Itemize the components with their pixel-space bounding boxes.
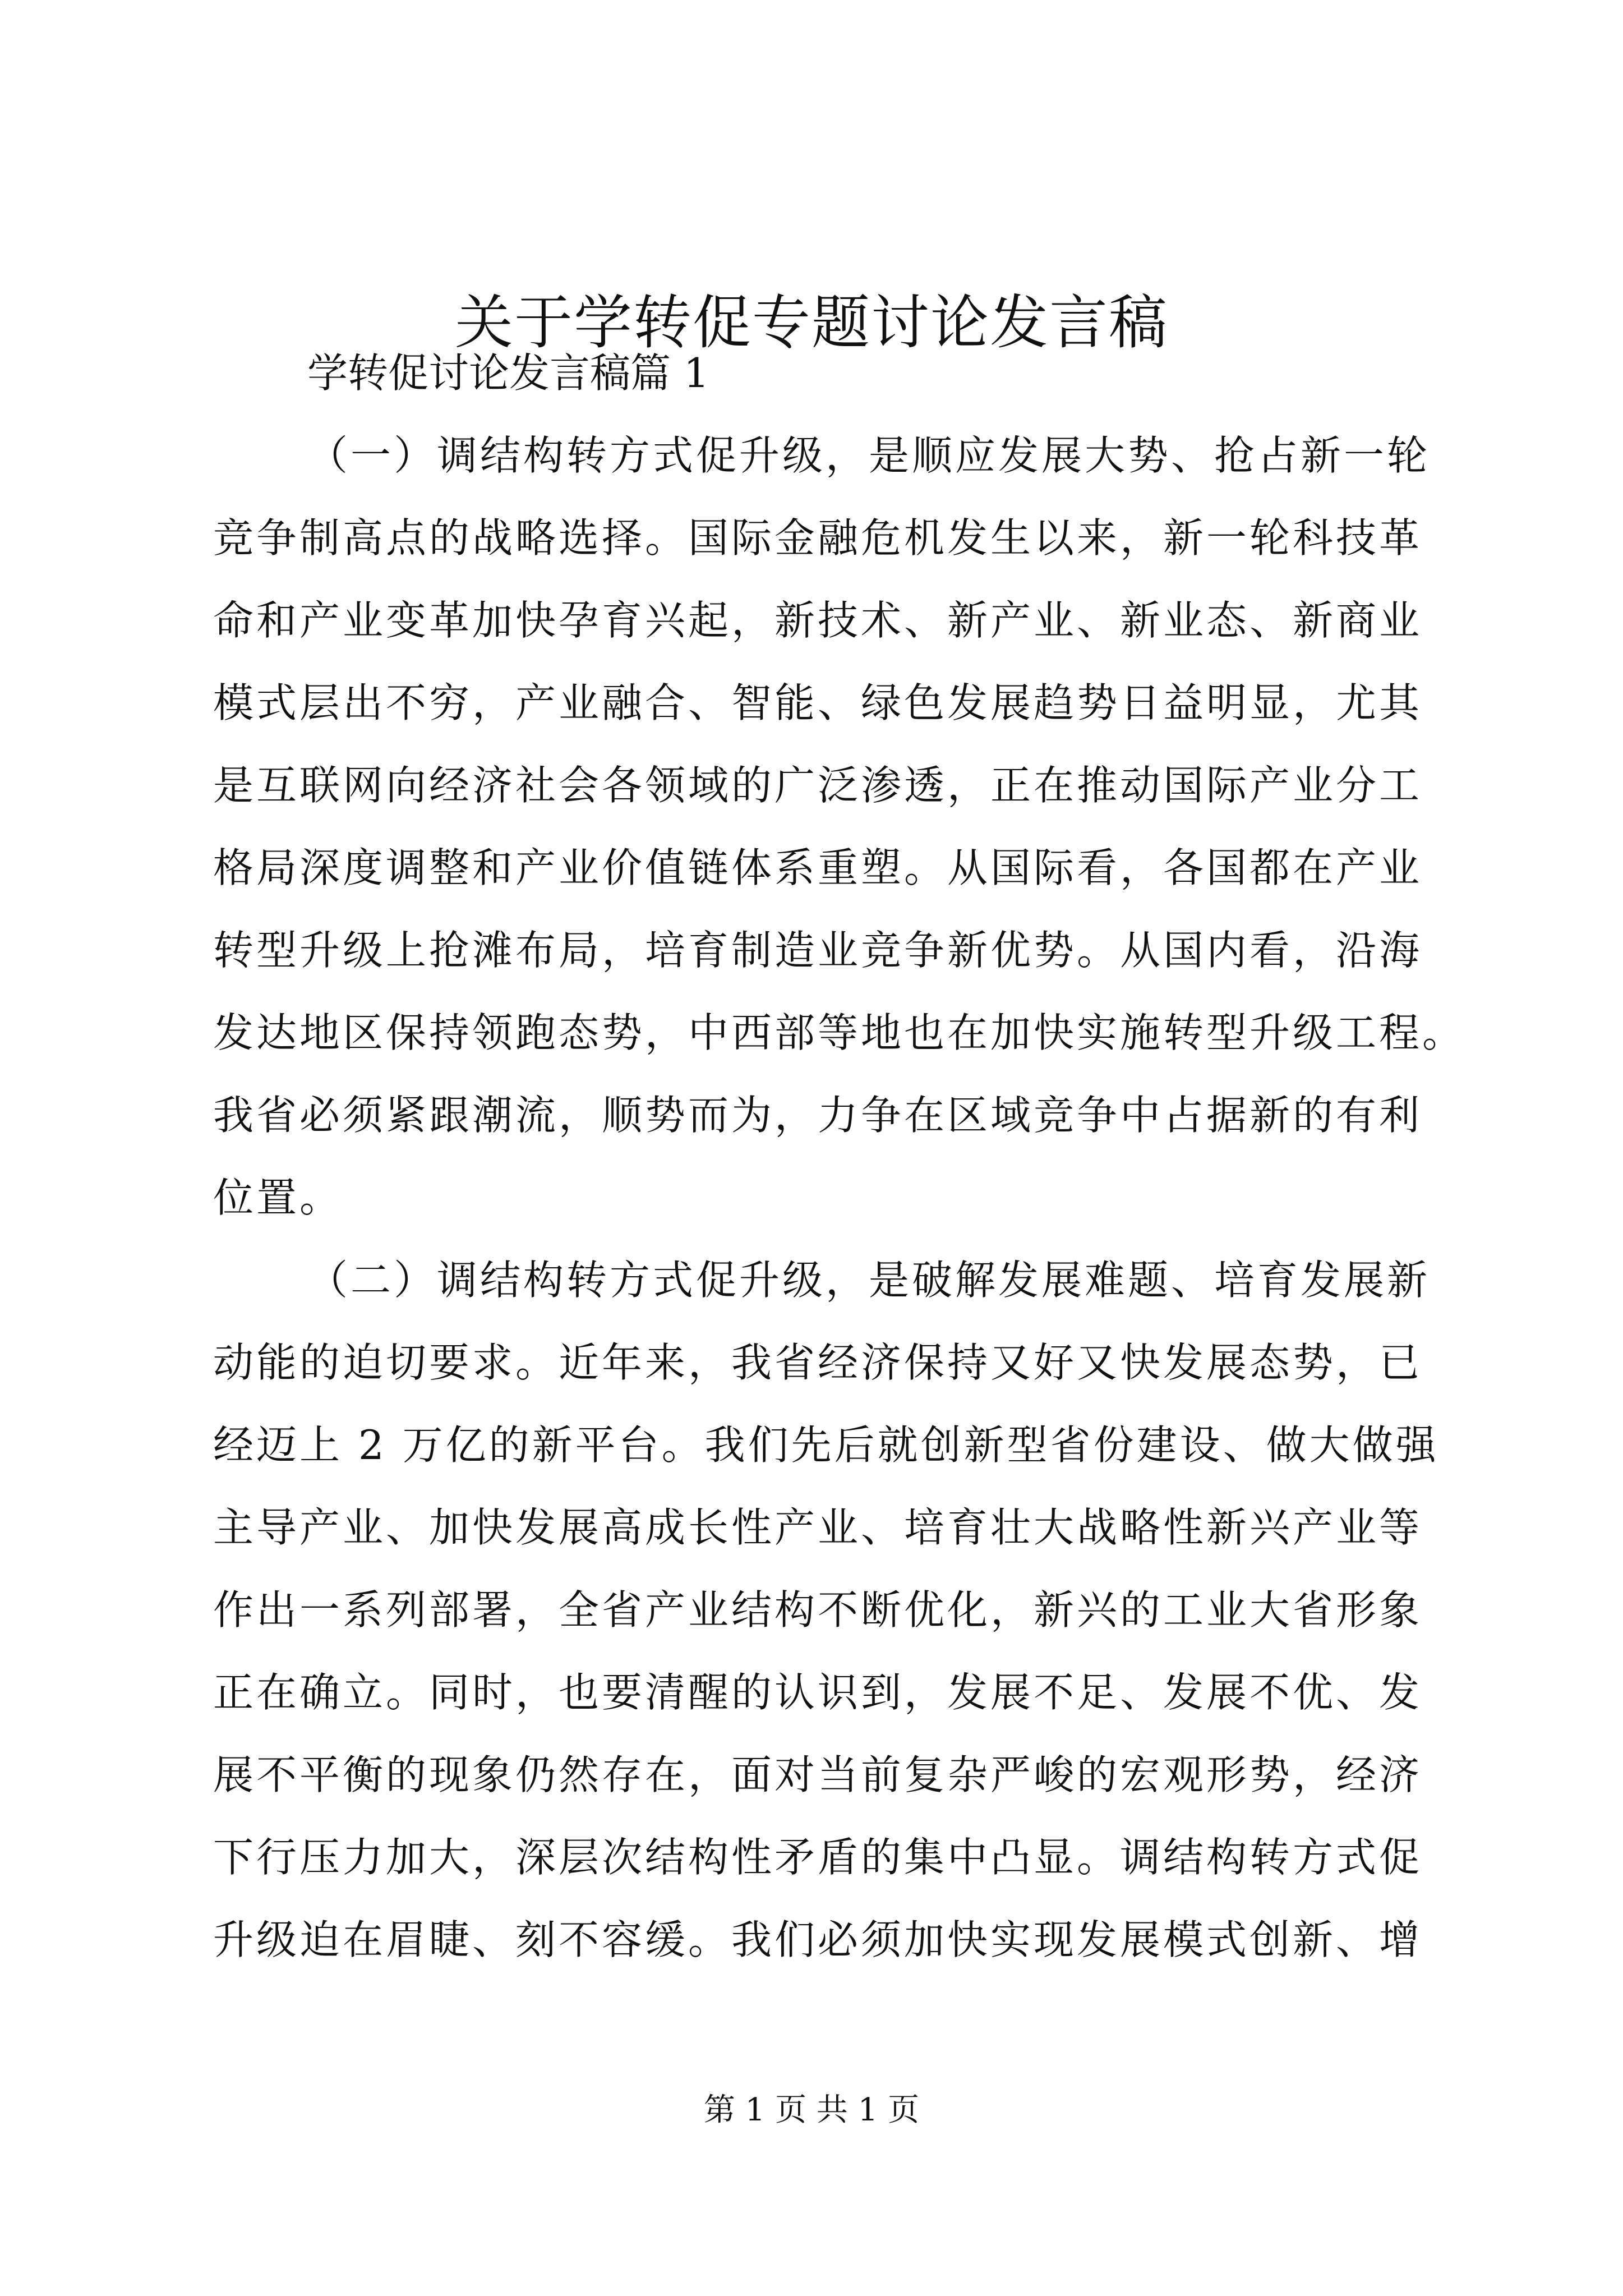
paragraph-line: 模式层出不穷，产业融合、智能、绿色发展趋势日益明显，尤其	[213, 679, 1423, 726]
paragraph-line: 我省必须紧跟潮流，顺势而为，力争在区域竞争中占据新的有利	[213, 1092, 1423, 1139]
page-footer: 第 1 页 共 1 页	[703, 2092, 920, 2128]
paragraph-line: 展不平衡的现象仍然存在，面对当前复杂严峻的宏观形势，经济	[213, 1751, 1423, 1798]
paragraph-line: 下行压力加大，深层次结构性矛盾的集中凸显。调结构转方式促	[213, 1834, 1423, 1881]
paragraph-line: （一）调结构转方式促升级，是顺应发展大势、抢占新一轮	[307, 432, 1431, 479]
paragraph-line: 升级迫在眉睫、刻不容缓。我们必须加快实现发展模式创新、增	[213, 1916, 1423, 1963]
document-subtitle: 学转促讨论发言稿篇 1	[307, 349, 709, 397]
paragraph-line: 命和产业变革加快孕育兴起，新技术、新产业、新业态、新商业	[213, 597, 1423, 644]
paragraph-line: 转型升级上抢滩布局，培育制造业竞争新优势。从国内看，沿海	[213, 927, 1423, 974]
paragraph-line: 动能的迫切要求。近年来，我省经济保持又好又快发展态势，已	[213, 1339, 1423, 1386]
paragraph-line: 是互联网向经济社会各领域的广泛渗透，正在推动国际产业分工	[213, 762, 1423, 809]
paragraph-line: 正在确立。同时，也要清醒的认识到，发展不足、发展不优、发	[213, 1669, 1423, 1716]
paragraph-line: （二）调结构转方式促升级，是破解发展难题、培育发展新	[307, 1257, 1431, 1304]
document-title: 关于学转促专题讨论发言稿	[454, 288, 1168, 357]
paragraph-line: 发达地区保持领跑态势，中西部等地也在加快实施转型升级工程。	[213, 1009, 1466, 1056]
paragraph-line: 主导产业、加快发展高成长性产业、培育壮大战略性新兴产业等	[213, 1504, 1423, 1551]
paragraph-line: 竞争制高点的战略选择。国际金融危机发生以来，新一轮科技革	[213, 514, 1423, 562]
paragraph-line: 位置。	[213, 1174, 343, 1221]
paragraph-line: 作出一系列部署，全省产业结构不断优化，新兴的工业大省形象	[213, 1586, 1423, 1634]
paragraph-line: 经迈上 2 万亿的新平台。我们先后就创新型省份建设、做大做强	[213, 1421, 1439, 1469]
paragraph-line: 格局深度调整和产业价值链体系重塑。从国际看，各国都在产业	[213, 844, 1423, 891]
